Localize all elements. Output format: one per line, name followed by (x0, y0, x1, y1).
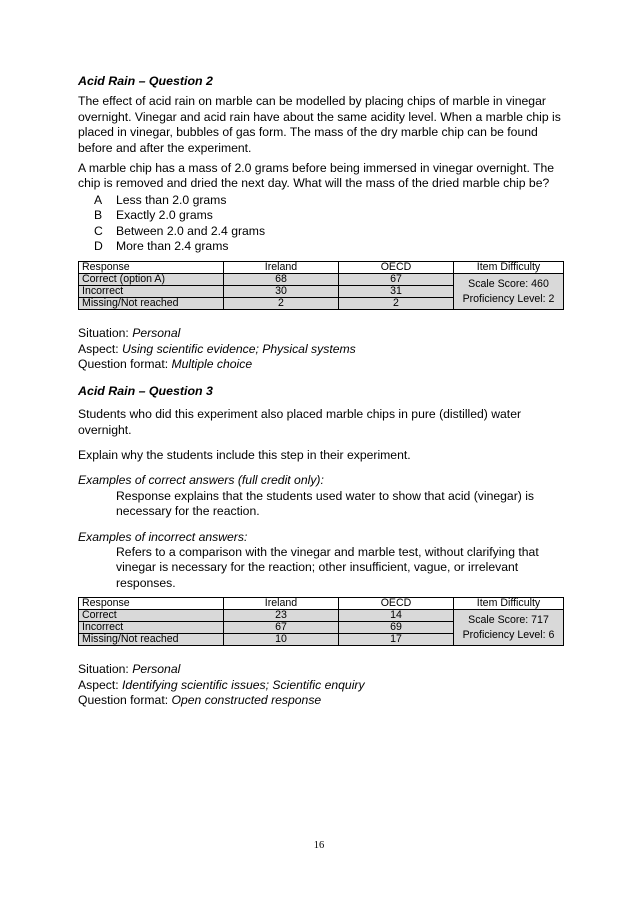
item-difficulty-cell: Scale Score: 460 Proficiency Level: 2 (454, 274, 564, 310)
option-item: D More than 2.4 grams (94, 239, 229, 254)
table-row: Correct 23 14 Scale Score: 717 Proficiency Level: 6 (79, 610, 564, 622)
page-number: 16 (313, 840, 325, 851)
q3-results-table (78, 597, 564, 646)
document-page (78, 74, 564, 708)
option-item: B Exactly 2.0 grams (94, 208, 213, 223)
q3-title: Acid Rain – Question 3 (78, 383, 213, 398)
q2-results-table (78, 261, 564, 310)
item-difficulty-cell: Scale Score: 717 Proficiency Level: 6 (454, 610, 564, 646)
q2-intro-paragraph: The effect of acid rain on marble can be modelled by placing chips of marble in vinegar overnight. Vinegar and acid rain have about the same acidity level. When a marble chip is placed in vinegar, bubbles of gas form. The mass of the dry marble chip can be found before and after the experiment. (78, 94, 561, 155)
table-row: Missing/Not reached 10 17 (79, 634, 564, 646)
q3-intro-paragraph: Students who did this experiment also placed marble chips in pure (distilled) water overnight. (78, 407, 522, 437)
q2-meta: Situation: Personal Aspect: Using scientific evidence; Physical systems Question format: Multiple choice (78, 326, 356, 372)
q3-meta: Situation: Personal Aspect: Identifying scientific issues; Scientific enquiry Question format: Open constructed response (78, 662, 365, 707)
q3-question-paragraph: Explain why the students include this step in their experiment. (78, 447, 411, 462)
table-row: Missing/Not reached 2 2 (79, 298, 564, 310)
table-row: Correct (option A) 68 67 Scale Score: 460 Proficiency Level: 2 (79, 274, 564, 286)
q3-incorrect-heading: Examples of incorrect answers: (78, 529, 248, 544)
q2-title: Acid Rain – Question 2 (78, 74, 213, 88)
q2-format: Multiple choice (171, 357, 253, 372)
q2-question-paragraph: A marble chip has a mass of 2.0 grams before being immersed in vinegar overnight. The chip is removed and dried the next day. What will the mass of the dried marble chip be? (78, 161, 555, 191)
table-header-row: Response Ireland OECD Item Difficulty (79, 262, 564, 274)
table-header-row: Response Ireland OECD Item Difficulty (79, 598, 564, 610)
q3-incorrect-text: Refers to a comparison with the vinegar and marble test, without clarifying that vinegar is necessary for the reaction; other insufficient, vague, or irrelevant responses. (116, 544, 539, 590)
q2-situation: Personal (132, 326, 181, 341)
table-row: Incorrect 67 69 (79, 622, 564, 634)
q3-correct-heading: Examples of correct answers (full credit only): (78, 473, 324, 488)
q3-format: Open constructed response (171, 692, 322, 707)
option-item: A Less than 2.0 grams (94, 192, 227, 207)
q3-situation: Personal (132, 662, 181, 677)
table-row: Incorrect 30 31 (79, 286, 564, 298)
q3-aspect: Identifying scientific issues; Scientific enquiry (122, 677, 365, 692)
option-item: C Between 2.0 and 2.4 grams (94, 223, 266, 238)
q3-correct-text: Response explains that the students used water to show that acid (vinegar) is necessary for the reaction. (116, 488, 534, 519)
q2-aspect: Using scientific evidence; Physical systems (122, 341, 356, 356)
q2-options-list (94, 193, 564, 255)
